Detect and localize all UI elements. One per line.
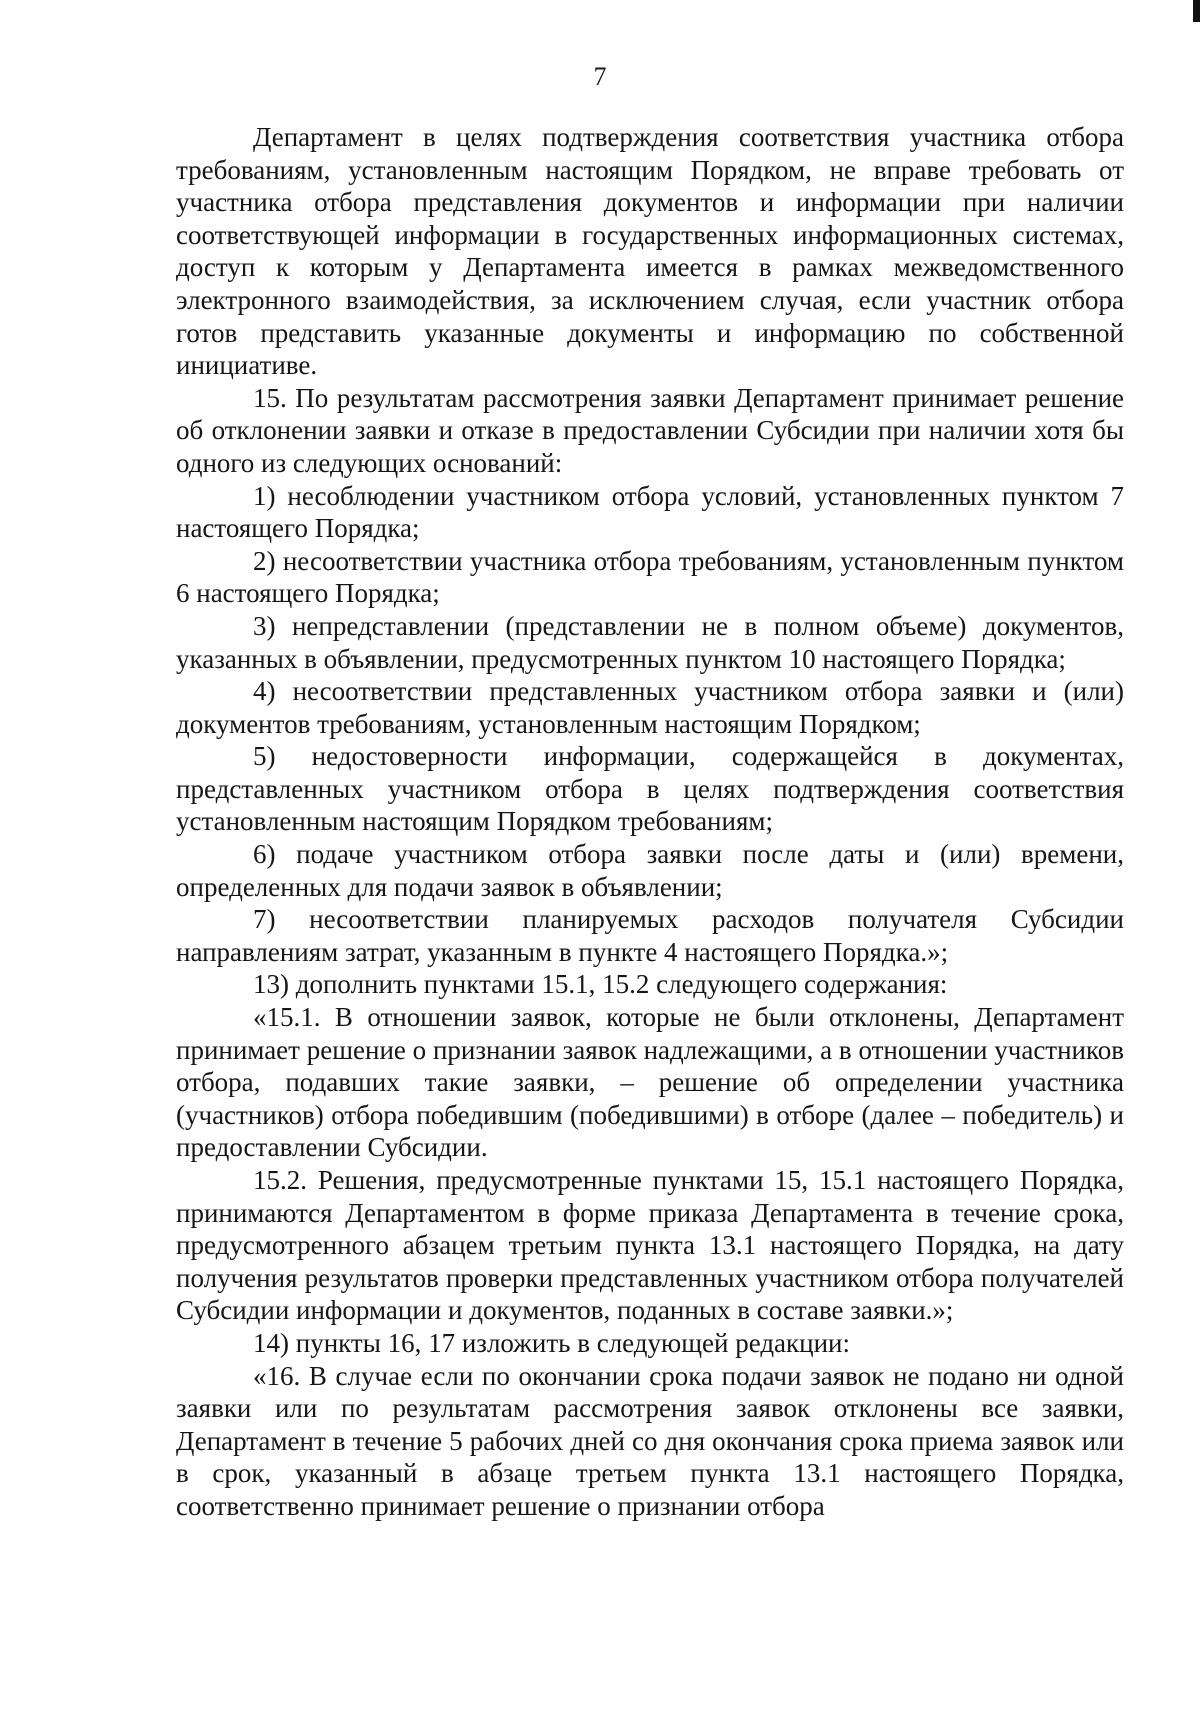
list-item-6: 6) подаче участником отбора заявки после даты и (или) времени, определенных для подачи заявок в объявлении; bbox=[176, 839, 1124, 902]
document-body bbox=[176, 121, 1124, 1523]
list-item-3: 3) непредставлении (представлении не в полном объеме) документов, указанных в объявлении, предусмотренных пунктом 10 настоящего Порядка; bbox=[176, 610, 1124, 674]
paragraph-amendment-14: 14) пункты 16, 17 изложить в следующей редакции: bbox=[253, 1327, 851, 1358]
paragraph-item-15: 15. По результатам рассмотрения заявки Департамент принимает решение об отклонении заявки и отказе в предоставлении Субсидии при наличии хотя бы одного из следующих оснований: bbox=[176, 382, 1124, 478]
list-item-1: 1) несоблюдении участником отбора условий, установленных пунктом 7 настоящего Порядка; bbox=[176, 480, 1124, 544]
paragraph-item-15-2: 15.2. Решения, предусмотренные пунктами 15, 15.1 настоящего Порядка, принимаются Департаментом в форме приказа Департамента в течение срока, предусмотренного абзацем третьим пункта 13.1 настоящего Порядка, на дату получения результатов проверки представленных участником отбора получателей Субсидии информации и документов, поданных в составе заявки.»; bbox=[176, 1165, 1124, 1326]
list-item-4: 4) несоответствии представленных участником отбора заявки и (или) документов требованиям, установленным настоящим Порядком; bbox=[176, 676, 1124, 739]
paragraph-item-15-1: «15.1. В отношении заявок, которые не были отклонены, Департамент принимает решение о признании заявок надлежащими, а в отношении участников отбора, подавших такие заявки, – решение об определении участника (участников) отбора победившим (победившими) в отборе (далее – победитель) и предоставлении Субсидии. bbox=[176, 1002, 1124, 1163]
list-item-7: 7) несоответствии планируемых расходов получателя Субсидии направлениям затрат, указанным в пункте 4 настоящего Порядка.»; bbox=[176, 904, 1124, 967]
paragraph-amendment-13: 13) дополнить пунктами 15.1, 15.2 следующего содержания: bbox=[253, 969, 948, 1000]
list-item-2: 2) несоответствии участника отбора требованиям, установленным пунктом 6 настоящего Порядка; bbox=[176, 545, 1124, 609]
paragraph-department-rights: Департамент в целях подтверждения соответствия участника отбора требованиям, установленным настоящим Порядком, не вправе требовать от участника отбора представления документов и информации при наличии соответствующей информации в государственных информационных системах, доступ к которым у Департамента имеется в рамках межведомственного электронного взаимодействия, за исключением случая, если участник отбора готов представить указанные документы и информацию по собственной инициативе. bbox=[176, 122, 1124, 381]
paragraph-item-16: «16. В случае если по окончании срока подачи заявок не подано ни одной заявки или по результатам рассмотрения заявок отклонены все заявки, Департамент в течение 5 рабочих дней со дня окончания срока приема заявок или в срок, указанный в абзаце третьем пункта 13.1 настоящего Порядка, соответственно принимает решение о признании отбора bbox=[176, 1360, 1124, 1521]
scan-edge-mark bbox=[1193, 0, 1200, 22]
page-number: 7 bbox=[593, 62, 607, 91]
list-item-5: 5) недостоверности информации, содержащейся в документах, представленных участником отбора в целях подтверждения соответствия установленным настоящим Порядком требованиям; bbox=[176, 741, 1124, 837]
